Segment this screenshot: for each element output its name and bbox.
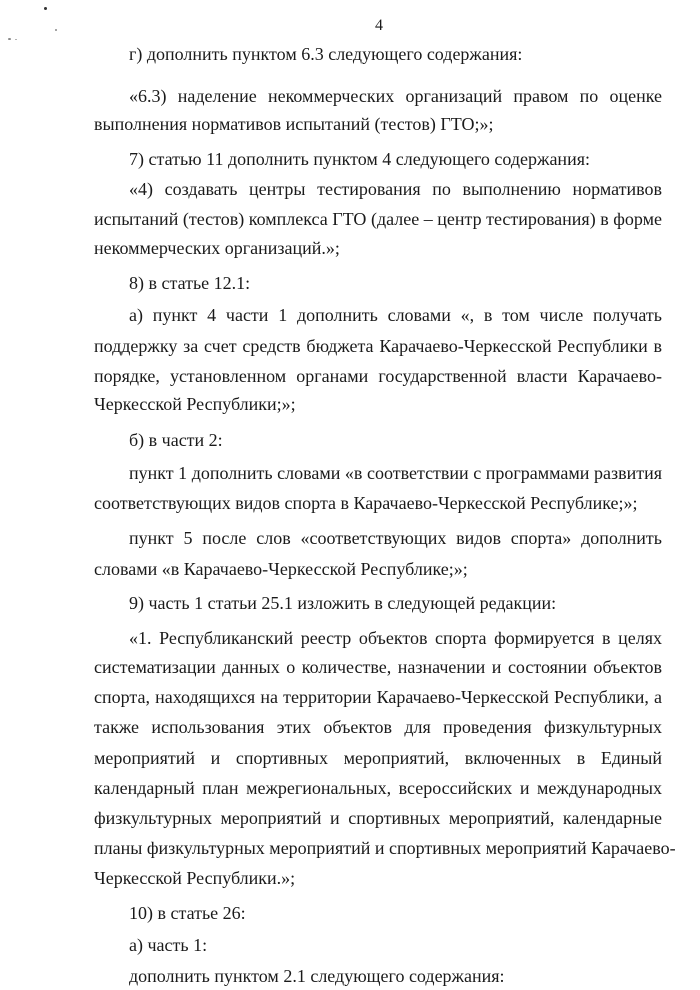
text-line: б) в части 2: <box>129 430 223 450</box>
text-line: Черкесской Республики.»; <box>94 868 296 888</box>
text-line: некоммерческих организаций.»; <box>94 238 340 258</box>
text-line: спорта, находящихся на территории Карачаево-Черкесской Республики, а <box>94 687 662 707</box>
text-line: г) дополнить пунктом 6.3 следующего содержания: <box>129 44 523 64</box>
text-line: словами «в Карачаево-Черкесской Республике;»; <box>94 559 468 579</box>
text-line: физкультурных мероприятий и спортивных мероприятий, календарные <box>94 808 662 828</box>
text-line: 9) часть 1 статьи 25.1 изложить в следующей редакции: <box>129 593 557 613</box>
text-line: 10) в статье 26: <box>129 903 246 923</box>
scan-speck <box>44 7 47 10</box>
text-line: также использования этих объектов для проведения физкультурных <box>94 717 662 737</box>
text-line: календарный план межрегиональных, всероссийских и международных <box>94 778 662 798</box>
text-line: а) пункт 4 части 1 дополнить словами «, в том числе получать <box>129 305 662 325</box>
text-line: «1. Республиканский реестр объектов спорта формируется в целях <box>129 628 662 648</box>
text-line: а) часть 1: <box>129 935 208 955</box>
text-line: испытаний (тестов) комплекса ГТО (далее – центр тестирования) в форме <box>94 209 662 229</box>
scan-speck <box>15 39 17 40</box>
text-line: дополнить пунктом 2.1 следующего содержания: <box>129 966 505 986</box>
text-line: 7) статью 11 дополнить пунктом 4 следующего содержания: <box>129 149 590 169</box>
text-line: «6.3) наделение некоммерческих организаций правом по оценке <box>129 86 662 106</box>
text-line: порядке, установленном органами государственной власти Карачаево- <box>94 366 662 386</box>
text-line: пункт 5 после слов «соответствующих видов спорта» дополнить <box>129 528 662 548</box>
text-line: выполнения нормативов испытаний (тестов) ГТО;»; <box>94 114 494 134</box>
text-line: поддержку за счет средств бюджета Карачаево-Черкесской Республики в <box>94 336 662 356</box>
text-line: Черкесской Республики;»; <box>94 394 296 414</box>
text-line: систематизации данных о количестве, назначении и состоянии объектов <box>94 657 662 677</box>
text-line: планы физкультурных мероприятий и спортивных мероприятий Карачаево- <box>94 838 676 858</box>
text-line: пункт 1 дополнить словами «в соответствии с программами развития <box>129 463 662 483</box>
text-line: мероприятий и спортивных мероприятий, включенных в Единый <box>94 748 662 768</box>
scan-speck <box>8 38 11 40</box>
page-number: 4 <box>375 17 383 34</box>
text-line: соответствующих видов спорта в Карачаево-Черкесской Республике;»; <box>94 493 638 513</box>
text-line: «4) создавать центры тестирования по выполнению нормативов <box>129 179 662 199</box>
text-line: 8) в статье 12.1: <box>129 273 251 293</box>
